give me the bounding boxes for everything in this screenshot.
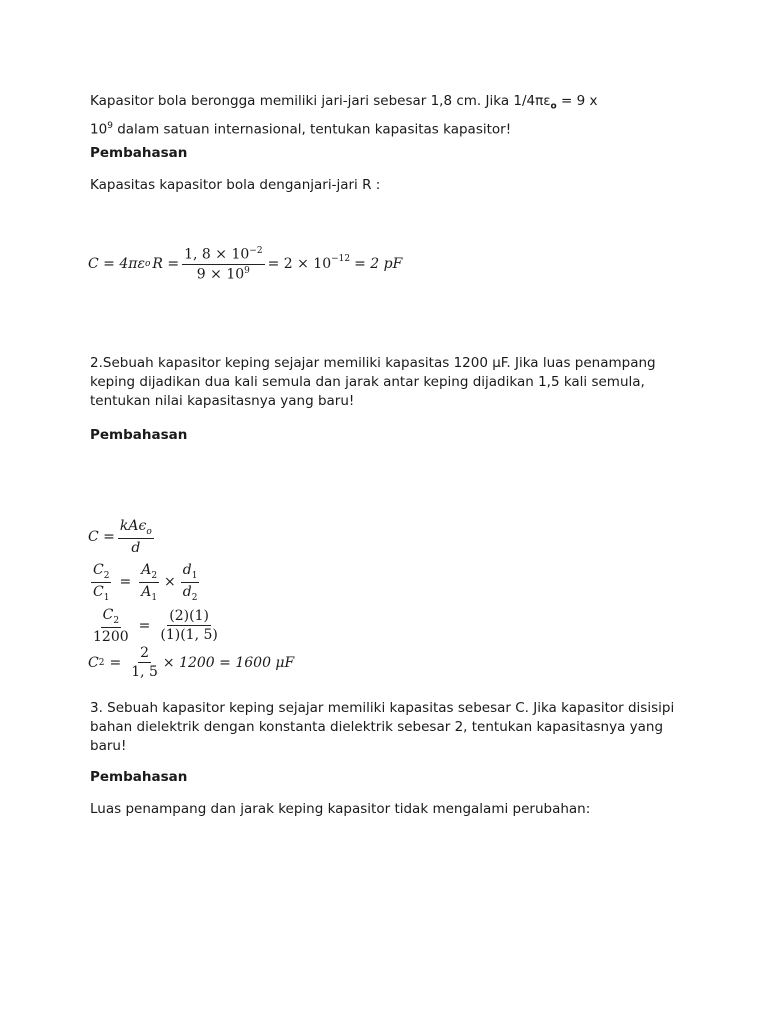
q1-heading: Pembahasan	[90, 145, 188, 161]
question-2-text: 2.Sebuah kapasitor keping sejajar memiliki kapasitas 1200 µF. Jika luas penampang keping dijadikan dua kali semula dan jarak antar keping dijadikan 1,5 kali semula, tentukan nilai kapasitasnya yang baru!	[90, 355, 656, 409]
q1-fraction: $\frac{1, 8 \times 10^{-2}}{9 \times 10^9}$	[184, 246, 263, 283]
question-1-text: Kapasitor bola berongga memiliki jari-jari sebesar 1,8 cm. Jika $1/4\pi\varepsilon_o = 9$ x $10^9$ dalam satuan internasional, tentukan kapasitas kapasitor!	[90, 93, 598, 138]
q2-eq4: C 2 = $\frac{2}{1, 5}$ × 1200 = 1600 μF	[88, 645, 295, 680]
q3-closing: Luas penampang dan jarak keping kapasitor tidak mengalami perubahan:	[90, 801, 591, 817]
q3-heading: Pembahasan	[90, 769, 188, 785]
q2-eq3: $\frac{C_2}{1200}$ = $\frac{(2)(1)}{(1)(1, 5)}$	[93, 607, 218, 645]
question-3-text: 3. Sebuah kapasitor keping sejajar memiliki kapasitas sebesar C. Jika kapasitor disisipi bahan dielektrik dengan konstanta dielektrik sebesar 2, tentukan kapasitasnya yang baru!	[90, 700, 675, 754]
q1-formula: C = 4πε o R = $\frac{1, 8 \times 10^{-2}}{9 \times 10^9}$ = 2 × 10 $^{-12}$ = 2 pF	[88, 246, 403, 283]
q2-eq1: C = $\frac{kA\epsilon_o}{d}$	[88, 518, 152, 556]
q2-eq2: $\frac{C_2}{C_1}$ = $\frac{A_2}{A_1}$ × $\frac{d_1}{d_2}$	[93, 562, 198, 603]
q1-intro: Kapasitas kapasitor bola denganjari-jari R :	[90, 177, 381, 193]
q2-heading: Pembahasan	[90, 427, 188, 443]
